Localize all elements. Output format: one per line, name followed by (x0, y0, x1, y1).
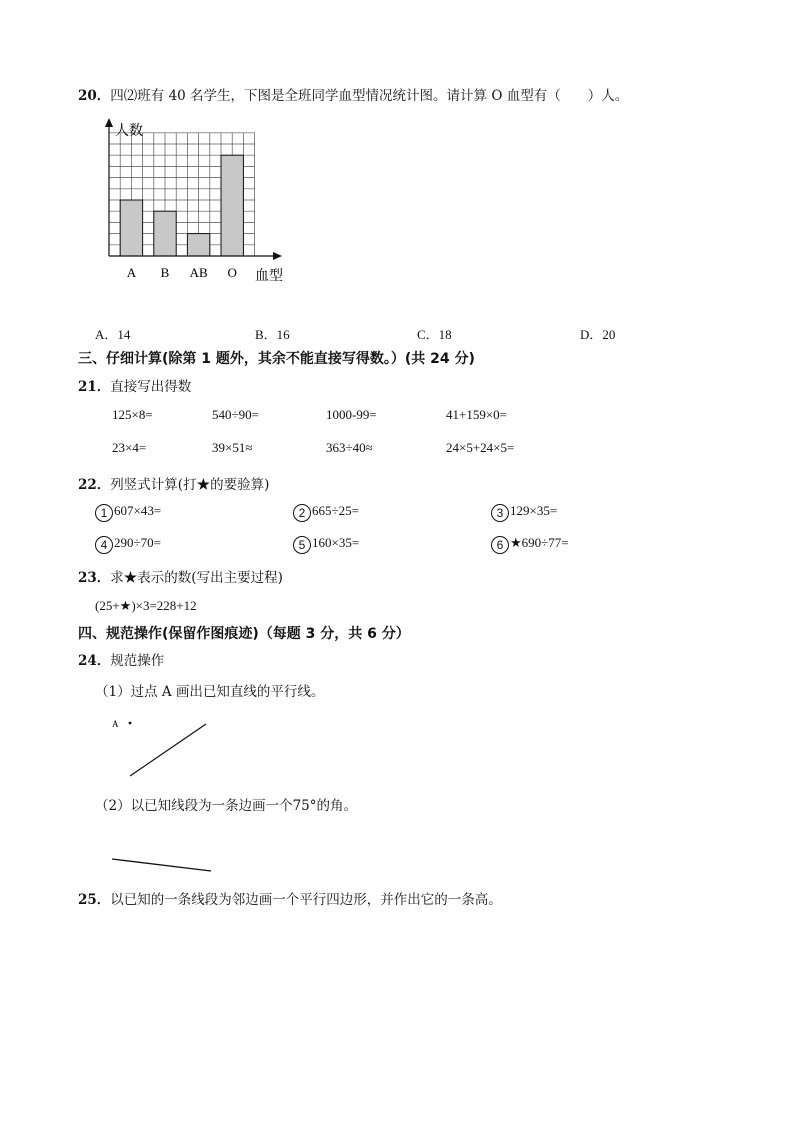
expression: 607×43= (114, 503, 162, 518)
question-24 (78, 649, 164, 669)
bar-o (221, 155, 243, 256)
expression: ★690÷77= (510, 535, 569, 550)
chart-x-tick-labels (127, 265, 237, 280)
question-25 (78, 888, 502, 908)
expression: 665÷25= (312, 503, 359, 518)
vertical-calc-item-1 (95, 503, 161, 522)
vertical-calc-item-6 (491, 535, 569, 554)
calc-item: 540÷90= (212, 407, 259, 422)
point-a (129, 722, 132, 725)
parallel-line-figure (100, 712, 220, 784)
option-b: B．16 (255, 327, 290, 342)
equation: (25+★)×3=228+12 (95, 598, 197, 613)
chart-bars (120, 155, 243, 256)
vertical-calc-item-2 (293, 503, 359, 522)
point-a-label: A (112, 719, 119, 729)
question-number: 24． (78, 653, 111, 669)
question-number: 25． (78, 892, 111, 908)
blood-type-bar-chart (92, 115, 302, 290)
question-20 (78, 84, 628, 104)
calc-item: 24×5+24×5= (446, 440, 515, 455)
x-tick-label: A (126, 265, 137, 280)
x-tick-label: B (160, 265, 170, 280)
x-axis-label: 血型 (255, 269, 283, 284)
section-4-title: 四、规范操作(保留作图痕迹)（每题 3 分，共 6 分） (78, 626, 410, 642)
question-number: 22． (78, 477, 111, 493)
question-number: 23． (78, 570, 111, 586)
y-axis-arrow (105, 118, 113, 127)
circled-number: 6 (491, 536, 509, 554)
expression: 129×35= (510, 503, 558, 518)
x-tick-label: O (227, 265, 237, 280)
calc-item: 125×8= (112, 407, 153, 422)
circled-number: 2 (293, 504, 311, 522)
calc-item: 1000-99= (326, 407, 377, 422)
given-segment (112, 859, 211, 871)
question-number: 21． (78, 379, 111, 395)
question-text: 以已知的一条线段为邻边画一个平行四边形，并作出它的一条高。 (110, 892, 502, 908)
bar-b (154, 211, 176, 256)
circled-number: 4 (95, 536, 113, 554)
calc-item: 41+159×0= (446, 407, 507, 422)
question-24-part-2: （2）以已知线段为一条边画一个75°的角。 (95, 798, 358, 814)
circled-number: 5 (293, 536, 311, 554)
angle-segment-figure (105, 852, 220, 877)
section-3-title: 三、仔细计算(除第 1 题外，其余不能直接写得数。）(共 24 分) (78, 351, 475, 367)
question-text: 直接写出得数 (110, 379, 192, 395)
option-c: C．18 (417, 327, 452, 342)
y-axis-label: 人数 (115, 124, 143, 139)
vertical-calc-item-3 (491, 503, 557, 522)
question-text: 规范操作 (110, 653, 165, 669)
question-number: 20． (78, 88, 111, 104)
question-24-part-1: （1）过点 A 画出已知直线的平行线。 (95, 684, 325, 700)
expression: 160×35= (312, 535, 360, 550)
calc-item: 23×4= (112, 440, 147, 455)
bar-a (120, 200, 142, 256)
option-a: A．14 (95, 327, 131, 342)
question-text: 列竖式计算(打★的要验算) (110, 477, 270, 493)
option-d: D．20 (580, 327, 616, 342)
expression: 290÷70= (114, 535, 161, 550)
question-23 (78, 566, 283, 586)
question-text: 求★表示的数(写出主要过程) (110, 570, 283, 586)
question-22 (78, 473, 269, 493)
vertical-calc-item-5 (293, 535, 359, 554)
circled-number: 3 (491, 504, 509, 522)
calc-item: 39×51≈ (212, 440, 253, 455)
bar-ab (187, 234, 209, 256)
x-axis-arrow (273, 252, 282, 260)
question-text: 四⑵班有 40 名学生，下图是全班同学血型情况统计图。请计算 O 血型有（ ）人。 (110, 88, 629, 104)
x-tick-label: AB (189, 265, 208, 280)
given-line (130, 724, 206, 776)
question-21 (78, 375, 191, 395)
vertical-calc-item-4 (95, 535, 161, 554)
calc-item: 363÷40≈ (326, 440, 373, 455)
circled-number: 1 (95, 504, 113, 522)
